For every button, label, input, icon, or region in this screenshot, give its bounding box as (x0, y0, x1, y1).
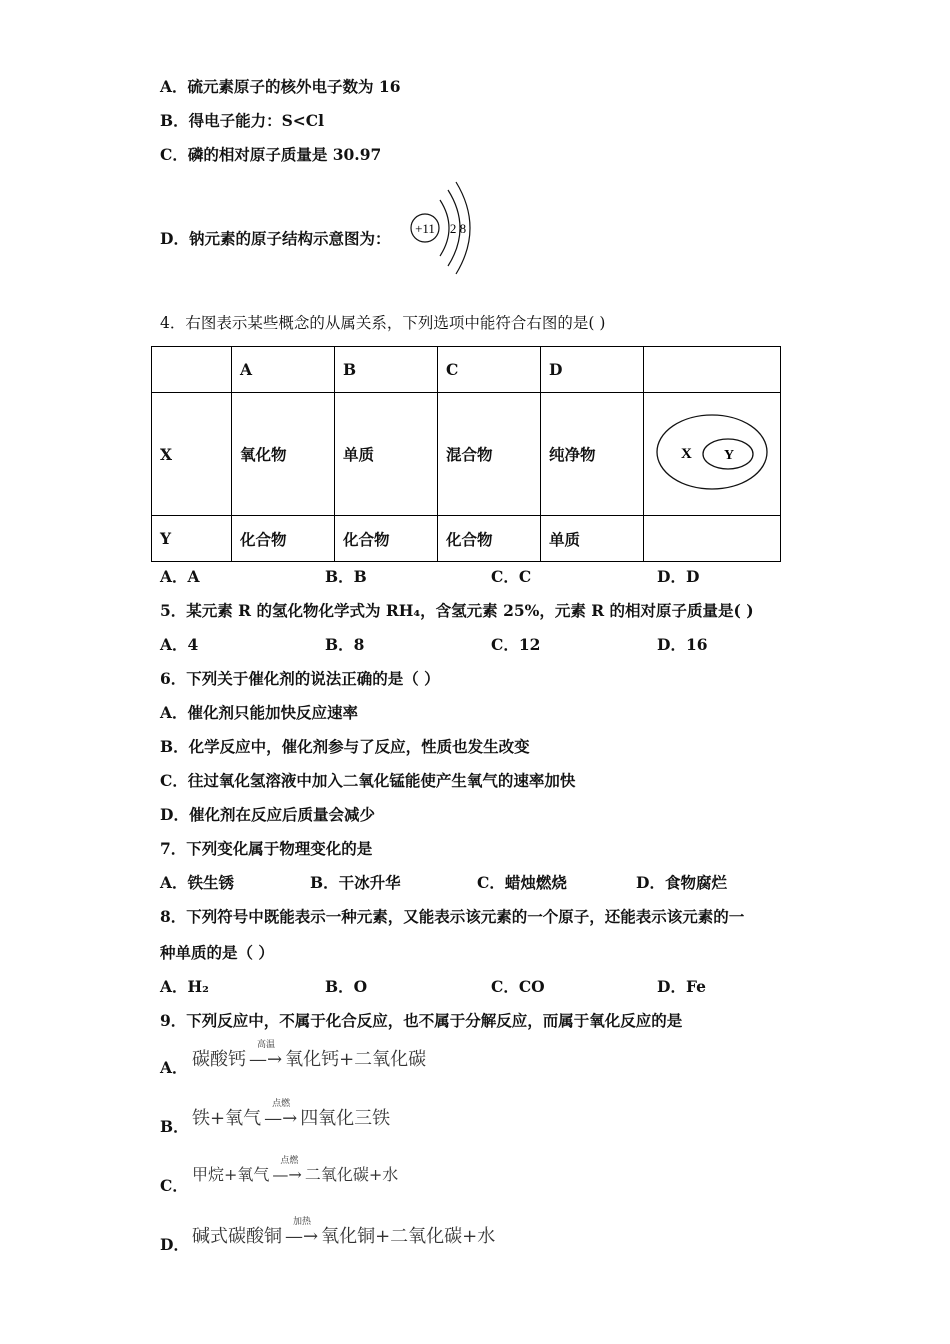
q7-options (160, 873, 860, 893)
q6-stem: 6．下列关于催化剂的说法正确的是（ ） (160, 669, 440, 688)
q9-option-d-equation: 碱式碳酸铜 — 加热 → 氧化铜+二氧化碳+水 (192, 1222, 495, 1248)
q8-stem-line1: 8．下列符号中既能表示一种元素，又能表示该元素的一个原子，还能表示该元素的一 (160, 907, 745, 926)
q6-option-c: C．往过氧化氢溶液中加入二氧化锰能使产生氧气的速率加快 (160, 771, 576, 790)
venn-diagram (644, 402, 780, 502)
q8-option-b: B．O (325, 977, 368, 996)
q5-options (160, 635, 860, 655)
q4-stem: 4．右图表示某些概念的从属关系，下列选项中能符合右图的是( ) (160, 314, 606, 332)
q3-option-c: C．磷的相对原子质量是 30.97 (160, 145, 382, 164)
q9-option-a-equation: 碳酸钙 — 高温 → 氧化钙+二氧化碳 (192, 1045, 426, 1071)
atom-shells: 2 8 (449, 221, 467, 236)
q5-stem: 5．某元素 R 的氢化物化学式为 RH₄，含氢元素 25%，元素 R 的相对原子质量是( ) (160, 601, 754, 620)
q9-c-products: 二氧化碳+水 (304, 1165, 399, 1184)
q9-a-products: 氧化钙+二氧化碳 (285, 1049, 427, 1070)
q9-option-b-equation: 铁+氧气 — 点燃 → 四氧化三铁 (192, 1104, 390, 1130)
q9-option-b-label: B． (160, 1117, 189, 1136)
q9-b-condition: 点燃 (272, 1099, 291, 1109)
q9-a-reactants: 碳酸钙 (192, 1049, 246, 1070)
q5-option-a: A．4 (160, 635, 199, 654)
table-row-y-d: 单质 (541, 516, 644, 562)
q4-option-b: B．B (325, 567, 367, 586)
q9-option-c-equation: 甲烷+氧气 — 点燃 → 二氧化碳+水 (192, 1162, 398, 1185)
q8-option-c: C．CO (491, 977, 545, 996)
q6-option-d: D．催化剂在反应后质量会减少 (160, 805, 375, 824)
venn-cell (644, 393, 781, 516)
q4-option-c: C．C (491, 567, 532, 586)
table-header-c: C (438, 347, 541, 393)
sodium-atom-diagram (400, 178, 480, 278)
q4-option-a: A．A (160, 567, 200, 586)
q9-c-condition: 点燃 (280, 1156, 299, 1166)
table-row-y-label: Y (152, 516, 232, 562)
q9-b-reactants: 铁+氧气 (192, 1108, 262, 1129)
q4-options (160, 567, 860, 587)
table-row-y-a: 化合物 (232, 516, 335, 562)
table-row-x-b: 单质 (335, 393, 438, 516)
q4-table (151, 346, 781, 562)
table-header-diagram-cell (644, 347, 781, 393)
q9-d-condition: 加热 (293, 1217, 312, 1227)
table-row-y-c: 化合物 (438, 516, 541, 562)
table-header-empty (152, 347, 232, 393)
q9-stem: 9．下列反应中，不属于化合反应，也不属于分解反应，而属于氧化反应的是 (160, 1011, 683, 1030)
q9-option-d-label: D． (160, 1235, 189, 1254)
q7-stem: 7．下列变化属于物理变化的是 (160, 839, 373, 858)
table-header-b: B (335, 347, 438, 393)
table-row-x-a: 氧化物 (232, 393, 335, 516)
q5-option-c: C．12 (491, 635, 541, 654)
q9-d-reactants: 碱式碳酸铜 (192, 1226, 282, 1247)
q8-options (160, 977, 860, 997)
q9-c-reactants: 甲烷+氧气 (192, 1165, 270, 1184)
table-row-x-c: 混合物 (438, 393, 541, 516)
q7-option-a: A．铁生锈 (160, 873, 235, 892)
q6-option-a: A．催化剂只能加快反应速率 (160, 703, 359, 722)
q3-option-b: B．得电子能力：S<Cl (160, 111, 325, 130)
q9-a-condition: 高温 (257, 1040, 276, 1050)
q6-option-b: B．化学反应中，催化剂参与了反应，性质也发生改变 (160, 737, 530, 756)
q7-option-c: C．蜡烛燃烧 (477, 873, 567, 892)
table-header-d: D (541, 347, 644, 393)
q9-option-c-label: C． (160, 1176, 188, 1195)
table-row-y-empty (644, 516, 781, 562)
table-row-x-d: 纯净物 (541, 393, 644, 516)
venn-label-y: Y (724, 448, 735, 463)
table-row-y-b: 化合物 (335, 516, 438, 562)
q7-option-d: D．食物腐烂 (636, 873, 727, 892)
q3-option-d: D．钠元素的原子结构示意图为： (160, 229, 391, 248)
q4-option-d: D．D (657, 567, 700, 586)
q5-option-d: D．16 (657, 635, 708, 654)
q8-option-d: D．Fe (657, 977, 706, 996)
q8-stem-line2: 种单质的是（ ） (160, 943, 274, 962)
table-row-x-label: X (152, 393, 232, 516)
atom-nucleus: +11 (415, 221, 435, 236)
q5-option-b: B．8 (325, 635, 365, 654)
q9-option-a-label: A． (160, 1058, 188, 1077)
table-header-a: A (232, 347, 335, 393)
q7-option-b: B．干冰升华 (310, 873, 401, 892)
q8-option-a: A．H₂ (160, 977, 209, 996)
q9-d-products: 氧化铜+二氧化碳+水 (321, 1226, 496, 1247)
q9-b-products: 四氧化三铁 (300, 1108, 391, 1129)
venn-label-x: X (681, 446, 692, 462)
q3-option-a: A．硫元素原子的核外电子数为 16 (160, 77, 401, 96)
